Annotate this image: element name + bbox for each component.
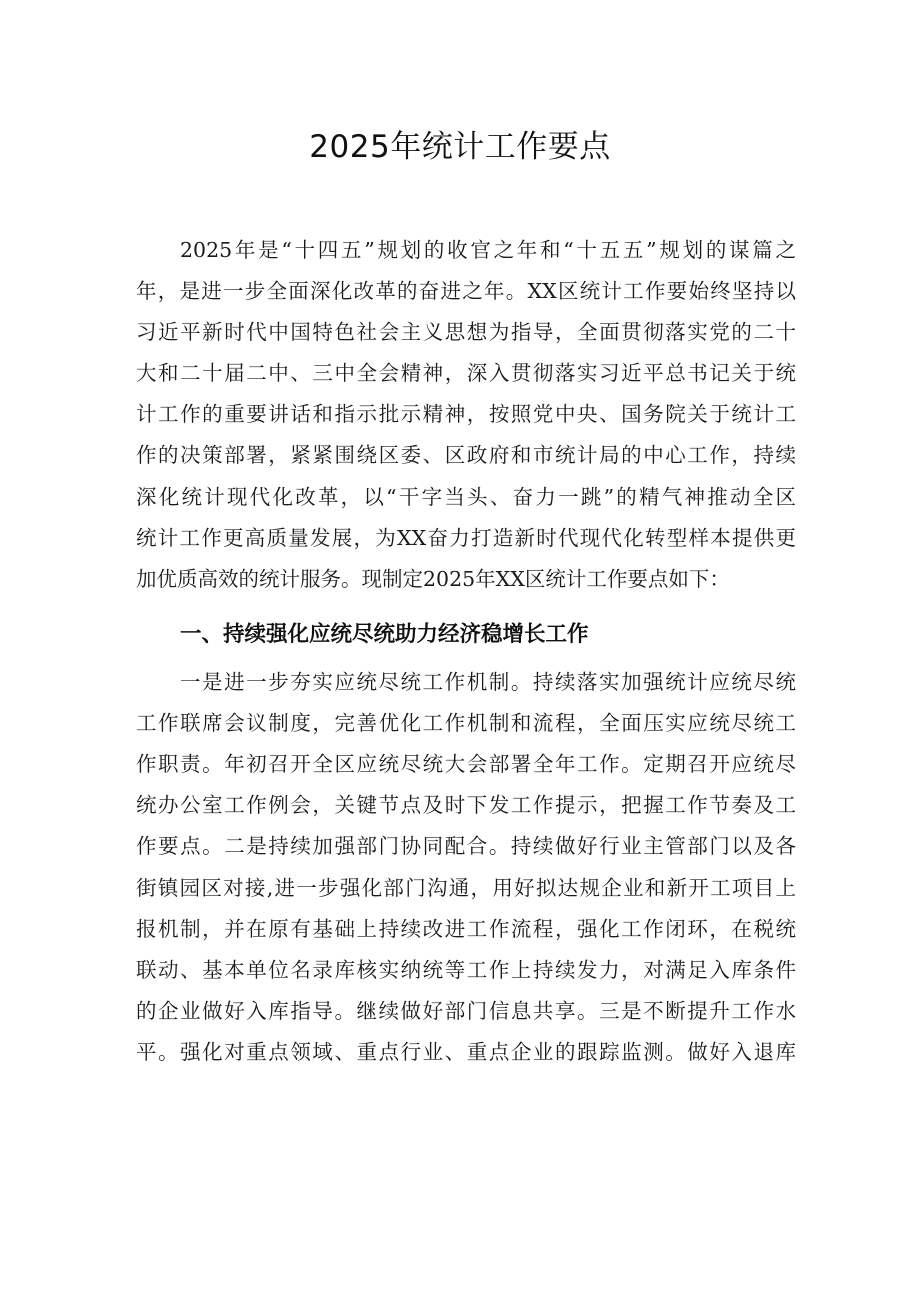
section-1-line-9: 的企业做好入库指导。继续做好部门信息共享。三是不断提升工作水 [136, 999, 796, 1023]
section-1-line-6: 街镇园区对接,进一步强化部门沟通，用好拟达规企业和新开工项目上 [136, 876, 796, 900]
document-title: 2025年统计工作要点 [309, 129, 611, 165]
intro-line-4: 大和二十届二中、三中全会精神，深入贯彻落实习近平总书记关于统 [136, 361, 796, 385]
intro-line-6: 作的决策部署，紧紧围绕区委、区政府和市统计局的中心工作，持续 [136, 443, 796, 467]
section-1-line-1: 一是进一步夯实应统尽统工作机制。持续落实加强统计应统尽统 [180, 670, 796, 694]
intro-line-1: 2025年是“十四五”规划的收官之年和“十五五”规划的谋篇之 [180, 238, 796, 262]
section-1-line-7: 报机制，并在原有基础上持续改进工作流程，强化工作闭环，在税统 [136, 917, 796, 941]
section-1-line-3: 作职责。年初召开全区应统尽统大会部署全年工作。定期召开应统尽 [136, 752, 796, 776]
intro-line-9: 加优质高效的统计服务。现制定2025年XX区统计工作要点如下： [136, 567, 730, 591]
section-1-line-4: 统办公室工作例会，关键节点及时下发工作提示，把握工作节奏及工 [136, 793, 796, 817]
section-1-heading: 一、持续强化应统尽统助力经济稳增长工作 [180, 622, 589, 647]
intro-line-5: 计工作的重要讲话和指示批示精神，按照党中央、国务院关于统计工 [136, 402, 796, 426]
section-1-line-8: 联动、基本单位名录库核实纳统等工作上持续发力，对满足入库条件 [136, 958, 796, 982]
section-1-line-5: 作要点。二是持续加强部门协同配合。持续做好行业主管部门以及各 [136, 834, 796, 858]
intro-line-8: 统计工作更高质量发展，为XX奋力打造新时代现代化转型样本提供更 [136, 526, 796, 550]
intro-line-3: 习近平新时代中国特色社会主义思想为指导，全面贯彻落实党的二十 [136, 320, 796, 344]
section-1-line-2: 工作联席会议制度，完善优化工作机制和流程，全面压实应统尽统工 [136, 711, 796, 735]
section-1-line-10: 平。强化对重点领域、重点行业、重点企业的跟踪监测。做好入退库 [136, 1040, 796, 1064]
intro-line-2: 年，是进一步全面深化改革的奋进之年。XX区统计工作要始终坚持以 [136, 279, 796, 303]
intro-line-7: 深化统计现代化改革，以“干字当头、奋力一跳”的精气神推动全区 [136, 485, 796, 509]
